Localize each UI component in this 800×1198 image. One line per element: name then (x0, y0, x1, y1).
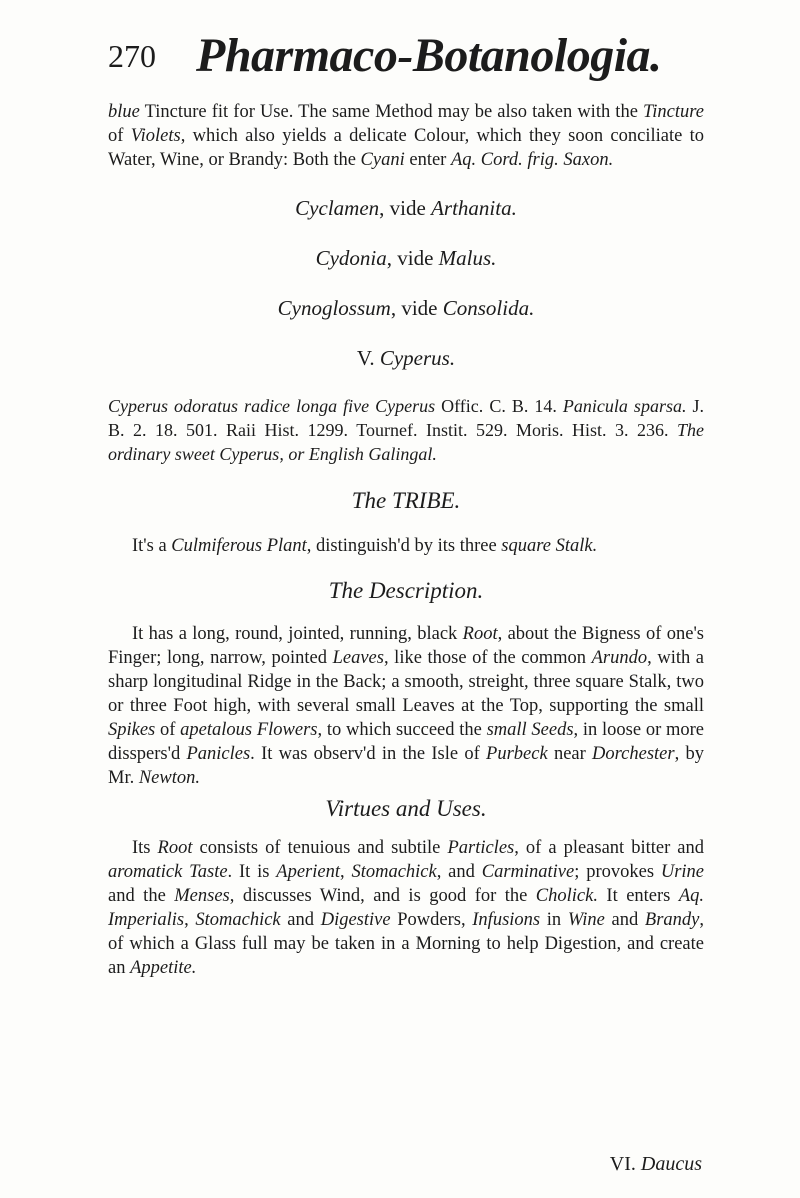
cross-ref-term: Cydonia (315, 246, 387, 270)
italic-run: Digestive (320, 910, 391, 930)
text-run: . It is (227, 862, 277, 882)
section-numeral: V. (356, 346, 375, 370)
italic-run: Newton. (138, 768, 200, 788)
cross-ref-target: Malus. (438, 246, 497, 270)
text-run: in (540, 910, 568, 930)
text-run: and the (108, 886, 175, 906)
italic-run: Brandy (644, 910, 700, 930)
cross-ref-cydonia (108, 244, 704, 272)
cross-ref-target: Consolida. (442, 296, 535, 320)
italic-run: Cyani (360, 150, 405, 170)
text-run: , with a sharp longitudinal Ridge in the Back; a smooth, streight, three square Stalk, two or three Foot high, with several small Leaves at the Top, supporting the small (108, 648, 705, 716)
text-run: , of which a Glass full may be taken in a Morning to help Digestion, and create an (108, 910, 704, 978)
italic-run: Particles (447, 838, 515, 858)
running-title: Pharmaco-Botanologia. (196, 29, 662, 82)
italic-run: Root (157, 838, 193, 858)
text-run: Its (132, 838, 158, 858)
text-run: enter (404, 150, 451, 170)
italic-run: Urine (660, 862, 705, 882)
italic-run: Carminative (481, 862, 575, 882)
italic-run: Menses (174, 886, 230, 906)
cross-ref-term: Cyclamen (295, 196, 380, 220)
text-run: Offic. C. B. 14. (435, 396, 563, 416)
text-run: Powders, (390, 910, 473, 930)
text-run: It's a (132, 536, 172, 556)
page-body (108, 100, 704, 980)
text-run: , about the Bigness of one's Finger; long, narrow, pointed (108, 624, 704, 668)
text-run: ; provokes (574, 862, 661, 882)
italic-run: Stomachick (195, 910, 281, 930)
text-run: , in loose or more disspers'd (108, 720, 704, 764)
italic-run: Aq. Cord. frig. Saxon. (450, 150, 614, 170)
text-run: , (184, 910, 196, 930)
text-run: Tincture fit for Use. The same Method may be also taken with the (139, 102, 644, 122)
description-paragraph (108, 622, 704, 790)
cross-ref-vide: , vide (390, 296, 443, 320)
text-run: , of a pleasant bitter and (514, 838, 705, 858)
italic-run: Violets (130, 126, 181, 146)
text-run: consists of tenuious and subtile (192, 838, 448, 858)
text-run: near (547, 744, 593, 764)
section-name: Cyperus. (379, 346, 456, 370)
page-number: 270 (108, 38, 156, 74)
italic-run: Stomachick (351, 862, 437, 882)
italic-run: Culmiferous Plant (171, 536, 307, 556)
text-run: , (340, 862, 352, 882)
italic-run: Dorchester (592, 744, 675, 764)
text-run: of (108, 126, 131, 146)
text-run: , like those of the common (383, 648, 592, 668)
cross-ref-vide: , vide (379, 196, 432, 220)
text-run: It has a long, round, jointed, running, black (132, 624, 463, 644)
text-run: . It was observ'd in the Isle of (250, 744, 487, 764)
italic-run: Root (462, 624, 498, 644)
italic-run: Tincture (643, 102, 704, 122)
page-header (108, 28, 708, 88)
text-run: It enters (597, 886, 679, 906)
italic-run: Cyperus odoratus radice longa five Cyperus (108, 396, 436, 416)
italic-run: square Stalk. (501, 536, 598, 556)
section-heading (108, 344, 704, 372)
catchword (610, 1153, 702, 1176)
italic-run: Aperient (276, 862, 340, 882)
italic-run: aromatick Taste (108, 862, 228, 882)
text-run: , by Mr. (108, 744, 704, 788)
intro-paragraph (108, 100, 704, 172)
italic-run: Arundo (591, 648, 648, 668)
catchword-word: Daucus (640, 1153, 702, 1175)
text-run: J. B. 2. 18. 501. Raii Hist. 1299. Tournef. Instit. 529. Moris. Hist. 3. 236. (108, 396, 704, 440)
italic-run: small Seeds (486, 720, 574, 740)
italic-run: Leaves (332, 648, 384, 668)
text-run: , and (436, 862, 482, 882)
italic-run: Aq. Imperialis (108, 886, 705, 930)
catchword-numeral: VI. (609, 1153, 636, 1175)
italic-run: The ordinary sweet Cyperus, or English Galingal. (108, 420, 704, 464)
cross-ref-target: Arthanita. (431, 196, 517, 220)
italic-run: Cholick. (535, 886, 598, 906)
synonymy-paragraph (108, 394, 704, 466)
text-run: , distinguish'd by its three (306, 536, 502, 556)
text-run: of (155, 720, 181, 740)
italic-run: Purbeck (486, 744, 548, 764)
text-run: and (280, 910, 321, 930)
italic-run: Infusions (472, 910, 541, 930)
text-run: , discusses Wind, and is good for the (229, 886, 536, 906)
cross-ref-term: Cynoglossum (277, 296, 391, 320)
description-heading: The Description. (328, 578, 484, 603)
italic-run: Panicles (186, 744, 251, 764)
text-run: , to which succeed the (317, 720, 487, 740)
text-run: , which also yields a delicate Colour, which they soon conciliate to Water, Wine, or Brandy: Both the (108, 126, 704, 170)
tribe-paragraph (108, 534, 704, 558)
italic-run: Panicula sparsa. (562, 396, 687, 416)
italic-run: blue (108, 102, 140, 122)
italic-run: apetalous Flowers (180, 720, 318, 740)
virtues-paragraph (108, 836, 704, 980)
cross-ref-cyclamen (108, 194, 704, 222)
tribe-heading: The TRIBE. (351, 488, 461, 513)
cross-ref-vide: , vide (386, 246, 439, 270)
virtues-heading: Virtues and Uses. (325, 796, 487, 821)
italic-run: Spikes (108, 720, 156, 740)
cross-ref-cynoglossum (108, 294, 704, 322)
italic-run: Wine (567, 910, 605, 930)
italic-run: Appetite. (130, 958, 197, 978)
text-run: and (604, 910, 645, 930)
